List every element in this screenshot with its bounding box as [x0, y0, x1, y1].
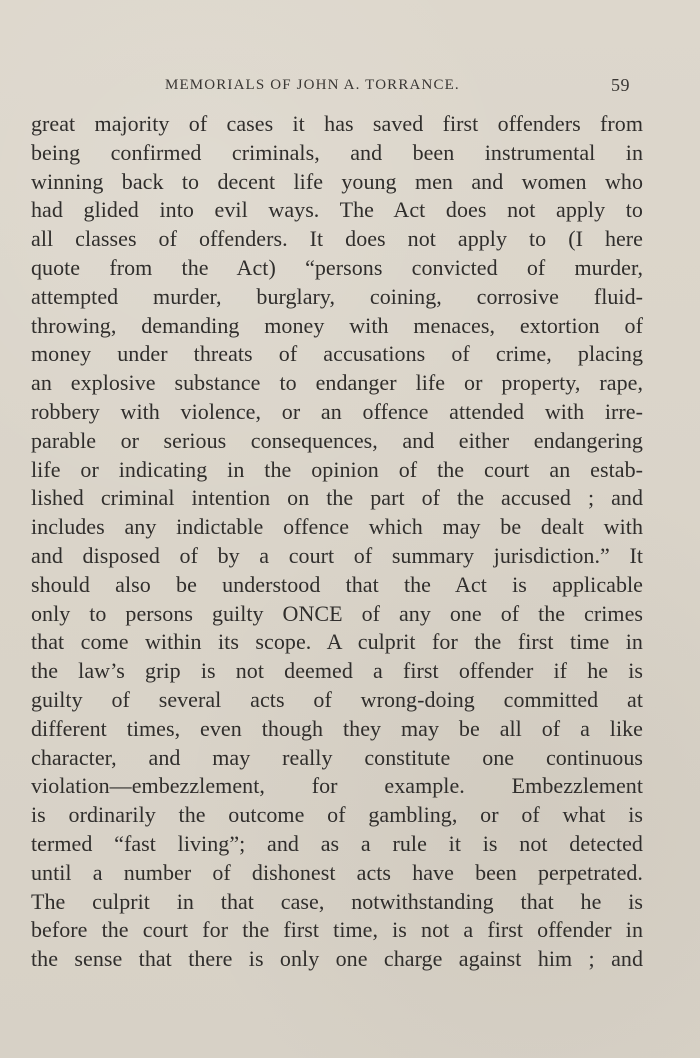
- text-line: character, and may really constitute one continuous: [31, 744, 643, 770]
- page-header: [0, 74, 700, 102]
- text-line: different times, even though they may be all of a like: [31, 715, 643, 741]
- text-line: being confirmed criminals, and been instrumental in: [31, 139, 643, 165]
- text-line: only to persons guilty ONCE of any one of the crimes: [31, 600, 643, 626]
- text-line: The culprit in that case, notwithstanding that he is: [31, 888, 643, 914]
- text-line: guilty of several acts of wrong-doing committed at: [31, 686, 643, 712]
- text-line: includes any indictable offence which may be dealt with: [31, 514, 643, 540]
- text-line: the law’s grip is not deemed a first offender if he is: [31, 658, 643, 684]
- text-line: throwing, demanding money with menaces, extortion of: [31, 312, 643, 338]
- text-line: until a number of dishonest acts have been perpetrated.: [31, 859, 643, 885]
- text-line: winning back to decent life young men and women who: [31, 168, 643, 194]
- text-line: parable or serious consequences, and either endangering: [31, 427, 643, 453]
- text-line: quote from the Act) “persons convicted of murder,: [31, 254, 643, 280]
- text-line: money under threats of accusations of crime, placing: [31, 341, 643, 367]
- text-line: is ordinarily the outcome of gambling, or of what is: [31, 802, 643, 828]
- text-line: an explosive substance to endanger life or property, rape,: [31, 370, 643, 396]
- text-line: termed “fast living”; and as a rule it is not detected: [31, 830, 643, 856]
- text-line: life or indicating in the opinion of the court an estab-: [31, 456, 643, 482]
- text-line: all classes of offenders. It does not apply to (I here: [31, 226, 643, 252]
- text-line: robbery with violence, or an offence attended with irre-: [31, 398, 643, 424]
- body-text: [31, 110, 643, 974]
- text-line: that come within its scope. A culprit for the first time in: [31, 629, 643, 655]
- text-line: great majority of cases it has saved first offenders from: [31, 111, 643, 136]
- text-line: violation—embezzlement, for example. Embezzlement: [31, 773, 643, 799]
- text-line: lished criminal intention on the part of the accused ; and: [31, 485, 643, 511]
- text-line: the sense that there is only one charge against him ; and: [31, 946, 643, 972]
- text-line: and disposed of by a court of summary jurisdiction.” It: [31, 542, 643, 568]
- text-line: should also be understood that the Act is applicable: [31, 571, 643, 597]
- text-line: attempted murder, burglary, coining, corrosive fluid-: [31, 283, 643, 309]
- running-head: MEMORIALS OF JOHN A. TORRANCE.: [165, 77, 460, 93]
- text-line: had glided into evil ways. The Act does not apply to: [31, 197, 643, 223]
- text-line: before the court for the first time, is not a first offender in: [31, 917, 643, 943]
- page-number: 59: [611, 75, 630, 95]
